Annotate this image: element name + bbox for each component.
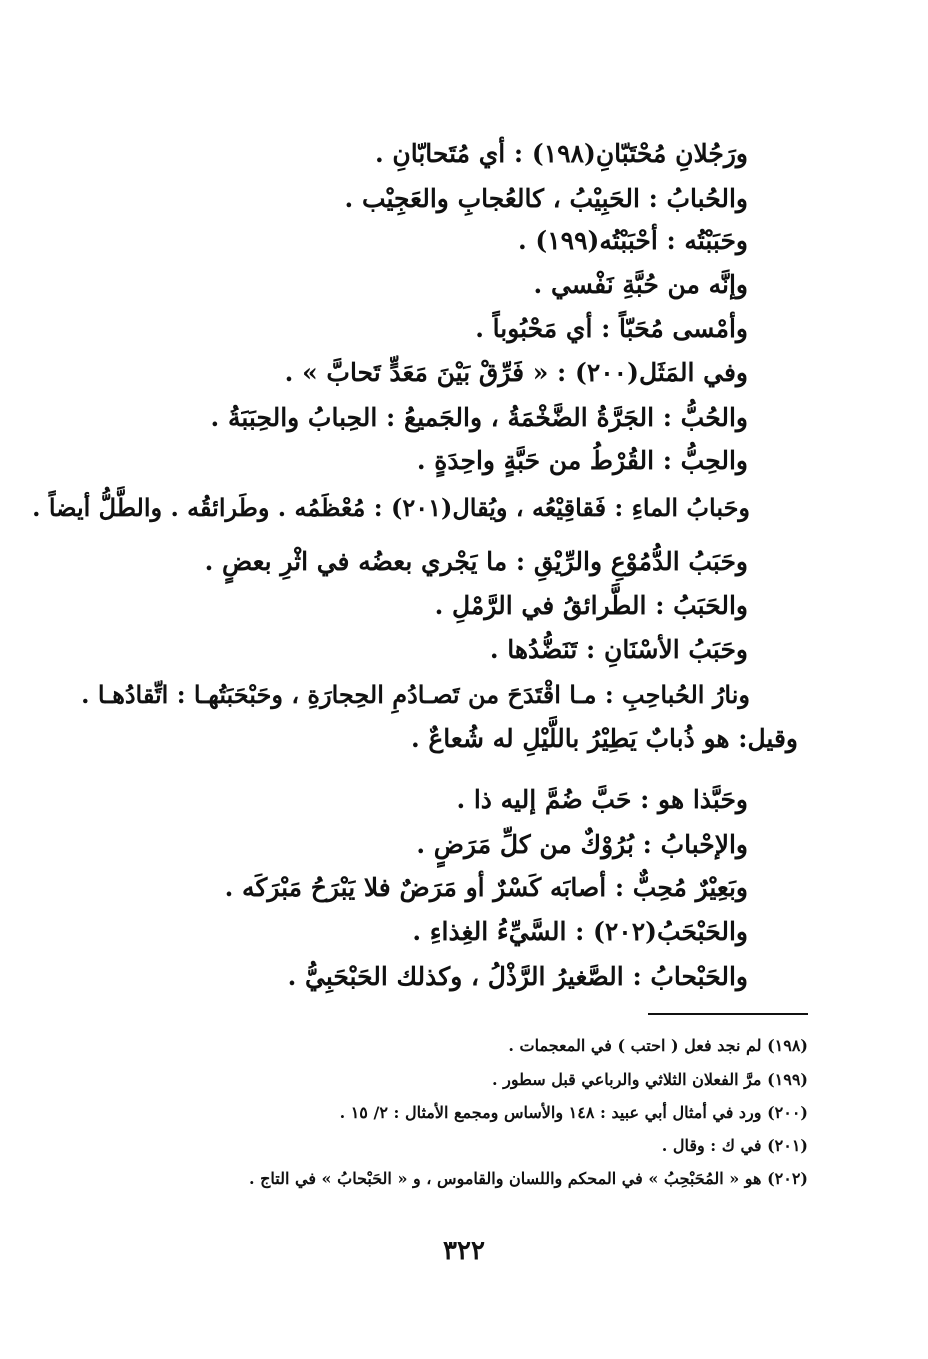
entry-line: وأمْسى مُحَبّاً : أي مَحْبُوباً . — [475, 314, 748, 343]
entry-line: والحَبَبُ : الطَّرائقُ في الرَّمْلِ . — [434, 591, 748, 620]
entry-line: وحَبَبْتُه : أحْبَبْتُه(١٩٩) . — [517, 226, 748, 255]
entry-line: والحِبُّ : القُرْطُ من حَبَّةٍ واحِدَةٍ . — [416, 446, 748, 475]
entry-line: والحَبْحابُ : الصَّغيرُ الرَّذْلُ ، وكذلك الحَبْحَبِيُّ . — [287, 962, 748, 991]
footnote: (٢٠٠) ورد في أمثال أبي عبيد : ١٤٨ والأساس ومجمع الأمثال : ٢/ ١٥ . — [339, 1103, 808, 1122]
entry-line: وقيل: هو ذُبابٌ يَطِيْرُ باللَّيْلِ له شُعاعٌ . — [410, 724, 798, 753]
entry-line: وبَعِيْرٌ مُحِبٌّ : أصابَه كَسْرٌ أو مَرَضٌ فلا يَبْرَحُ مَبْرَكَه . — [224, 873, 748, 902]
footnote-separator — [648, 1013, 808, 1015]
entry-line: ونارُ الحُباحِبِ : مـا اقْتَدَحَ من تَصـادُمِ الحِجارَةِ ، وحَبْحَبَتُهـا : اتِّقادُهـا . — [81, 680, 750, 709]
entry-line: وحَبَّذا هو : حَبَّ ضُمَّ إليه ذا . — [456, 785, 748, 814]
entry-line: وفي المَثَل(٢٠٠) : « فَرِّقْ بَيْنَ مَعَدٍّ تَحابَّ » . — [284, 358, 748, 387]
footnote: (٢٠١) في ك : وقال . — [661, 1136, 808, 1155]
footnote: (٢٠٢) هو « المُحَبْحِبُ » في المحكم واللسان والقاموس ، و « الحَبْحابُ » في التاج . — [248, 1169, 808, 1188]
entry-line: والحُبابُ : الحَبِيْبُ ، كالعُجابِ والعَجِيْب . — [344, 184, 748, 213]
footnote: (١٩٩) مرَّ الفعلان الثلاثي والرباعي قبل سطور . — [491, 1070, 808, 1089]
entry-line: والحَبْحَبُ(٢٠٢) : السَّيِّءُ الغِذاءِ . — [412, 917, 748, 946]
page-number: ٣٢٢ — [443, 1236, 485, 1266]
entry-line: وإنَّه من حُبَّةِ نَفْسي . — [533, 270, 748, 299]
entry-line: وحَبَبُ الأسْنَانِ : تَنَضُّدُها . — [489, 635, 748, 664]
entry-line: ورَجُلانِ مُحْتَبّانِ(١٩٨) : أي مُتَحابّانِ . — [374, 139, 748, 168]
entry-line: والحُبُّ : الجَرَّةُ الضَّخْمَةُ ، والجَميعُ : الحِبابُ والحِبَبَةُ . — [210, 403, 748, 432]
entry-line: وحَبَبُ الدُّمُوْعِ والرِّيْقِ : ما يَجْري بعضُه في اثْرِ بعضٍ . — [204, 547, 748, 576]
entry-line: والإحْبابُ : بُرُوْكٌ من كلِّ مَرَضٍ . — [416, 830, 748, 859]
entry-line: وحَبابُ الماءِ : فَقاقِيْعُه ، ويُقال(٢٠١) : مُعْظَمُه . وطَرائقُه . والطَّلُّ أيضاً . — [32, 493, 750, 522]
footnote: (١٩٨) لم نجد فعل ( احتب ) في المعجمات . — [508, 1036, 808, 1055]
